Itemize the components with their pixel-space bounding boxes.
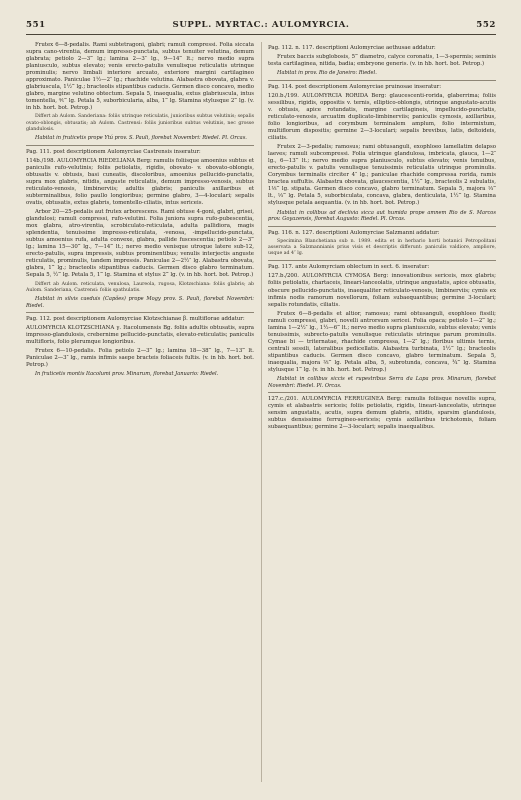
section-separator (26, 312, 254, 313)
page-reference: Pag. 116. n. 127. descriptioni Aulomyrciae Salzmanni addatur: (268, 229, 440, 236)
page-number-left: 551 (26, 20, 46, 30)
differential-note: Differt ab Aulom. Sanderiana: foliis utrinque reticulatis, junioribus subtus velutinis; sepalis ovato-oblongis, obtusatis; ab Aulom. Castrensi: foliis junioribus subtus velutinis, nec grosse glandulosis. (26, 114, 254, 132)
species-heading: AULOMYRCIA KLOTZSCHIANA γ. Itacolumensis Bg. foliis adultis obtusatis, supra impresso-glandulosis, crebernime pellucido-punctatis, elevato-reticulatis; paniculis multifloris, folio plerumque longioribus. (26, 325, 254, 346)
page-reference: Pag. 117. ante Aulomyrciam oblectum in sect. 6. inseratur: (268, 264, 430, 271)
habitat-line: Habitat in collibus ad declivia sicca aut humida prope amnem Rio de S. Marcos prov. Goyazensis, florebat Augusto: Riedel. Pl. Orcas. (268, 209, 496, 223)
page-reference: Pag. 112. n. 117. descriptioni Aulomyrciae aethusae addatur: (268, 45, 436, 51)
section-separator (268, 392, 496, 393)
right-column (268, 42, 496, 434)
description-paragraph: Frutex 6—10-pedalis. Folia petiolo 2—3‴ lg.; lamina 18—38‴ lg., 7—13‴ lt. Paniculae 2—3″ lg., ramis infimis saepe bracteis foliaceis fultis. (v. in hb. hort. bot. Petrop.) (26, 348, 254, 369)
section-separator (268, 260, 496, 261)
differential-note: Specimina Blanchetiana sub n. 1989. edita et in herbario horti botanici Petropolitani asservata a Salzmannianis prius visis et descriptis differunt: paniculis valdiore, ampliore, usque ad 4″ lg. (268, 238, 496, 257)
running-head (26, 20, 496, 34)
page-reference: Pag. 112. post descriptionem Aulomyrciae Klotzschianae β. multiflorae addatur: (26, 316, 245, 323)
description-paragraph: Frutex baccis subglobosis, 5‴ diametro, calyce coronatis, 1—3-spermis; seminis testa cartilaginea, nitida, badia; embryone generis. (v. in hb. hort. bot. Petrop.) (268, 54, 496, 68)
page-number-right: 552 (476, 20, 496, 30)
habitat-line: Habitat in fruticetis prope Ytú prov. S. Pauli, florebat Novembri: Riedel. Pl. Orcas. (35, 135, 247, 142)
description-paragraph: Arbor 20—25-pedalis aut frutex arborescens. Rami obtuse 4-goni, glabri, grisei, glandulosi; ramuli compressi, rufo-velutini. Folia juniora supra rufo-pubescentia, mox glabra, atro-virentia, scrobiculato-reticulata, adulta pallidiora, magis splendentia, tenuissime impresso-reticulata, -venosa, -impellucido-punctata, subtus amoenius rufa, adulta convexe, glabra, pallide fuscescentia; petiolo 2—3‴ lg.; lamina 15—30‴ lg., 7—14‴ lt.; nervo medio venisque utroque latere sub-12, erecto-patulis, supra impressis, subtus prominentibus; venulis interjectis anguste reticulatis, prominulis, tandem impressis. Paniculae 2—2½″ lg. Alabastra obovata, glabra, 1‴ lg.; bracteolis stipantibus caducis. Germen disco glabro terminatum. Sepala 5, ½‴ lg. Petala 5, 1‴ lg. Stamina et stylus 2‴ lg. (v. in hb. hort. bot. Petrop.) (26, 209, 254, 279)
header-rule (26, 34, 496, 35)
section-separator (268, 226, 496, 227)
description-paragraph: Frutex 6—8-pedalis. Rami subtetragoni, glabri; ramuli compressi. Folia siccata supra cano-virentia, demum impresso-punctata, subtus tenuiter velutina, demum glabrata; petiolo 2—3‴ lg.; lamina 2—3″ lg., 9—14‴ lt.; nervo medio supra planiusculo, subtus elevato; venis erecto-patulis venulisque reticulatis utrinque prominulis; nervo limbali interiore arcuato, exteriore margini cartilagineo approximato. Paniculae 1½—2″ lg.; rhachide velutina. Alabastra obovata, glabra v. glabriuscula, 1½‴ lg.; bracteolis stipantibus caducis. Germen disco concavo, medio glabro, margine velutino obtectum. Sepala 5, inaequalia, extus glabriuscula, intus tomentella, ⅘‴ lg. Petala 5, suborbicularia, alba, 1‴ lg. Stamina stylusque 2‴ lg. (v. in hb. hort. bot. Petrop.) (26, 42, 254, 112)
description-paragraph: Frutex 6—8-pedalis et altior, ramosus; rami obtusanguli, exophloeo fissili; ramuli compressi, glabri, novelli antrorsum sericei. Folia opaca; petiolo 1—2‴ lg.; lamina 1—2½″ lg., 1½—6‴ lt.; nervo medio supra planiusculo, subtus elevato; venis tenuissimis, subrecto-patulis venulisque reticulatis utrinque parum prominulis. Cymae bi — triternatae, rhachide compressa, 1—2″ lg.; floribus ultimis ternis, centrali sessili, lateralibus pedicellatis. Alabastra turbinata, 1½‴ lg.; bracteolis stipantibus caducis. Germen disco concavo, glabro terminatum. Sepala 5, inaequalia, majora ⅔‴ lg. Petala alba, 5, subrotunda, concava, ¾‴ lg. Stamina stylusque 1‴ lg. (v. in hb. hort. bot. Petrop.) (268, 310, 496, 374)
habitat-line: In fruticetis montis Itacolumi prov. Minarum, florebat Januario: Riedel. (35, 371, 219, 378)
description-paragraph: Frutex 2—3-pedalis; ramosus; rami obtusanguli, exophloeo lamellatim delapso laeves; ramuli subcompressi. Folia utrinque glandulosa, imbricata, glauca, 1—2″ lg., 6—13‴ lt.; nervo medio supra planiusculo, subtus elevato; venis tenuibus, erecto-patulis v. patulis venulisque tenuissimis reticulatis utrinque prominulis. Corymbus terminalis circiter 4″ lg.; paniculae rhachide compressa rorida, ramis bractea suffultis. Alabastra obovata, glaucescentia, 1½‴ lg., bracteolis 2 subulatis, 1⅓‴ lg. stipata. Germen disco concavo, glabro terminatum. Sepala 5, majora ⅓‴ lt., ⅓‴ lg. Petala 5, suborbiculata, concava, glabra, denticulata, 1½‴ lg. Stamina stylusque petala aequantia. (v. in hb. hort. bot. Petrop.) (268, 144, 496, 207)
species-heading: 120.b./199. AULOMYRCIA RORIDA Berg: glaucescenti-rorida, glaberrima; foliis sessilibus, rigidis, oppositis v. ternis, elliptico-oblongis, utrinque angustato-acutis v. obtusis, apice rotundatis, margine cartilagineis, impellucido-punctatis, reticulato-venosis, arcuatim duplicato-limbinerviis; paniculis cymosis, axillaribus, folio longioribus, ad corymbum terminalem amplum, folio intermixtum, multiflorum dispositis; germine 2—3-loculari; sepalis brevibus, latis, deltoideis, ciliatis. (268, 92, 496, 142)
page-reference: Pag. 114. post descriptionem Aulomyrciae pruinosae inseratur: (268, 83, 442, 90)
habitat-line: Habitat in silvis caeduis (Capões) prope Mogy prov. S. Pauli, florebat Novembri: Riedel. (26, 295, 254, 309)
section-separator (26, 145, 254, 146)
page-reference: Pag. 111. post descriptionem Aulomyrciae Castrensis inseratur: (26, 148, 201, 155)
left-column (26, 42, 254, 380)
differential-note: Differt ab Aulom. reticulata, venulosa, Laureola, rugosa, Klotzschiana: foliis glabris; ab Aulom. Sanderiana, Castrensi: foliis spathulatis. (26, 281, 254, 293)
column-divider (261, 42, 262, 782)
species-heading: 127.c./201. AULOMYRCIA FERRUGINEA Berg: ramulis foliisque novellis supra, cymis et alabastris sericeis; foliis petiolatis, rigidis, lineari-lanceolatis, utrinque sensim angustatis, acutis, supra demum glabris, nitidis, sparsim glandulosis, subtus densissime ferrugineo-sericeis; cymis axillaribus trichotomis, foliam subaequantibus; germine 2—3-loculari; sepalis inaequalibus. (268, 396, 496, 431)
habitat-line: Habitat in collibus siccis et rupestribus Serra da Lapa prov. Minarum, florebat Novembri: Riedel. Pl. Orcas. (268, 376, 496, 389)
species-heading: 127.b./200. AULOMYRCIA CYMOSA Berg: innovationibus sericeis, mox glabris; foliis petiolatis, chartaceis, lineari-lanceolatis, utrinque angustatis, apice obtusatis, obscure pellucido-punctatis, inaequaliter reticulato-venosis, limbinerviis; cymis ex infimis nodis ramorum novellorum, foliam subaequantibus; germine 3-loculari; sepalis rotundatis, ciliatis. (268, 273, 496, 308)
habitat-line: Habitat in prov. Rio de Janeiro: Riedel. (277, 70, 377, 77)
page-header-title: SUPPL. MYRTAC.: AULOMYRCIA. (172, 20, 350, 30)
section-separator (268, 80, 496, 81)
species-heading: 114b./198. AULOMYRCIA RIEDELIANA Berg: ramulis foliisque amoenius subtus et paniculis rufo-velutinis; foliis petiolatis, rigidis, obovato- v. obovato-oblongis, obtusatis v. obtusis, basi cuneatis, discoloribus, amoenius pellucido-punctatis, supra mox glabris, nitidis, anguste reticulatis, demum impresso-venosis, subtus reticulato-venosis, limbinerviis; adultis glabris; paniculis axillaribus et subterminalibus, folio paullo longioribus; germine glabro, 3—4-loculari; sepalis ovatis, obtusatis, extus glabris, tomentello-ciliatis, intus sericeis. (26, 157, 254, 206)
